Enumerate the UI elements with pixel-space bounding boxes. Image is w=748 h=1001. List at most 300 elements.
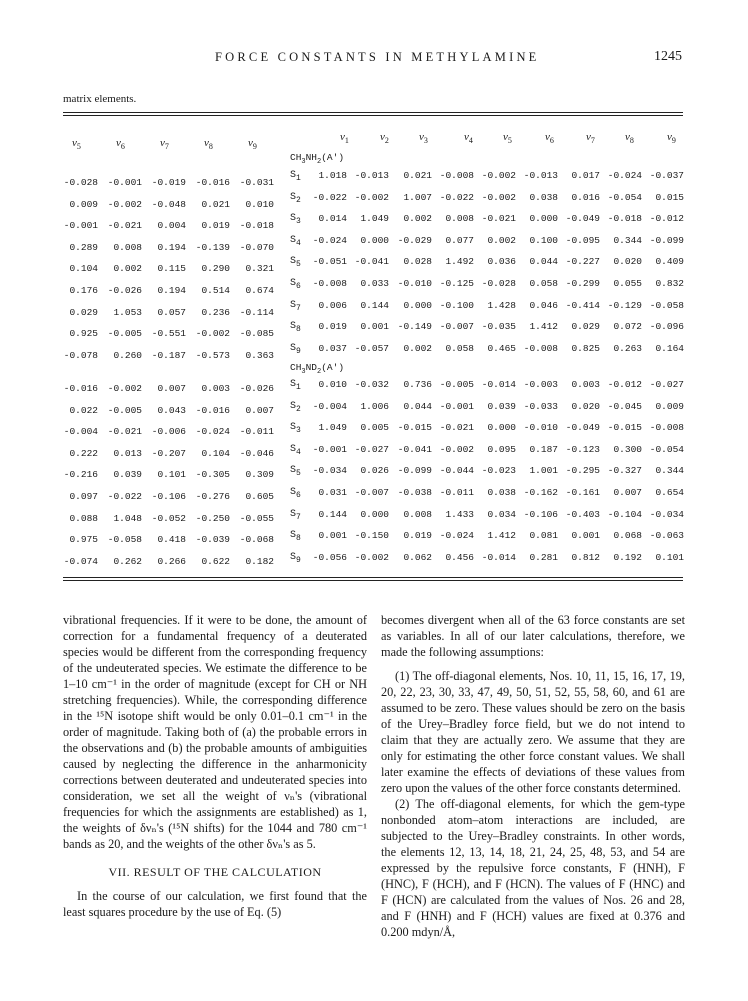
right-text-column bbox=[381, 612, 685, 940]
table-cell: -0.162 bbox=[523, 487, 558, 498]
table-cell: -0.018 bbox=[239, 220, 274, 232]
table-cell: 0.013 bbox=[113, 447, 142, 459]
table-cell: 0.044 bbox=[529, 256, 558, 268]
table-cell: 0.044 bbox=[403, 400, 432, 412]
table-cell: 0.736 bbox=[403, 379, 432, 390]
table-cell: -0.021 bbox=[107, 220, 142, 232]
table-cell: -0.573 bbox=[195, 349, 230, 361]
table-cell: 0.418 bbox=[157, 534, 186, 546]
table-cell: -0.021 bbox=[481, 213, 516, 225]
table-cell: 0.344 bbox=[655, 465, 684, 477]
table-cell: -0.052 bbox=[151, 512, 186, 524]
table-cell: 0.036 bbox=[487, 256, 516, 268]
table-cell: 0.812 bbox=[571, 551, 600, 563]
table-cell: -0.046 bbox=[239, 447, 274, 459]
row-label-s1: $S_1$ bbox=[290, 170, 301, 183]
table-cell: -0.276 bbox=[195, 491, 230, 502]
paragraph: (2) The off-diagonal elements, for which the gem-type nonbonded atom–atom interactions are included, are subjected to the Urey–Bradley constraints. In other words, the elements 12, 13, 14, 18, 21, 24, 25, 48, 53, and 54 are expressed by the repulsive force constants, F (HNH), F (HNC), F (HCH), and F (HCN). The values of F (HNC) and F (HCN) are calculated from the values of Nos. 26 and 28, and F (HNH) and F (HCH) values are fixed at 0.376 and 0.200 mdyn/Å, bbox=[381, 797, 685, 939]
table-cell: -0.049 bbox=[565, 422, 600, 434]
table-cell: -0.021 bbox=[107, 426, 142, 438]
table-cell: 0.622 bbox=[201, 555, 230, 567]
table-cell: 0.674 bbox=[245, 285, 274, 296]
table-cell: 0.043 bbox=[157, 404, 186, 416]
column-header-ν7: $\nu_7$ bbox=[160, 137, 169, 152]
table-cell: -0.037 bbox=[649, 170, 684, 181]
table-cell: 0.009 bbox=[655, 400, 684, 412]
row-label-s6: $S_6$ bbox=[290, 278, 301, 291]
table-cell: 0.015 bbox=[655, 191, 684, 203]
table-cell: -0.123 bbox=[565, 443, 600, 455]
row-label-s7: $S_7$ bbox=[290, 299, 301, 313]
table-cell: 0.144 bbox=[318, 508, 347, 520]
table-cell: -0.063 bbox=[649, 530, 684, 542]
table-cell: 0.057 bbox=[157, 306, 186, 318]
table-cell: 0.465 bbox=[487, 342, 516, 354]
table-cell: -0.012 bbox=[607, 379, 642, 390]
table-cell: 0.825 bbox=[571, 342, 600, 354]
row-label-s2: $S_2$ bbox=[290, 400, 301, 414]
table-cell: 0.289 bbox=[69, 241, 98, 253]
table-cell: 0.037 bbox=[318, 342, 347, 354]
column-header-ν4: $\nu_4$ bbox=[464, 131, 473, 146]
table-cell: 0.008 bbox=[403, 508, 432, 520]
table-cell: 1.412 bbox=[487, 530, 516, 542]
table-cell: -0.051 bbox=[312, 256, 347, 268]
row-label-s6: $S_6$ bbox=[290, 487, 301, 500]
table-cell: -0.013 bbox=[523, 170, 558, 181]
paragraph: (1) The off-diagonal elements, Nos. 10, 11, 15, 16, 17, 19, 20, 22, 23, 30, 33, 47, 49, 50, 51, 52, 55, 58, 60, and 61 are assumed to be zero. These values should be zero on the basis of the Urey–Bradley force field, but we do not intend to claim that they are actually zero. We assume that they are only for estimating the other force constant values. We shall later examine the effects of deviations of these values from zero upon the values of the other force constants determined. bbox=[381, 669, 685, 795]
page-number: 1245 bbox=[654, 49, 682, 64]
table-cell: -0.024 bbox=[439, 530, 474, 542]
table-cell: -0.033 bbox=[523, 400, 558, 412]
row-label-s4: $S_4$ bbox=[290, 443, 301, 457]
table-cell: -0.003 bbox=[523, 379, 558, 390]
column-header-ν2: $\nu_2$ bbox=[380, 131, 389, 146]
table-cell: -0.161 bbox=[565, 487, 600, 498]
table-cell: -0.002 bbox=[354, 191, 389, 203]
table-cell: -0.039 bbox=[195, 534, 230, 546]
table-cell: -0.008 bbox=[523, 342, 558, 354]
table-cell: -0.414 bbox=[565, 299, 600, 311]
top-rule-2 bbox=[63, 115, 683, 116]
table-cell: 0.002 bbox=[113, 263, 142, 275]
table-cell: 0.029 bbox=[571, 321, 600, 333]
table-cell: 0.077 bbox=[445, 234, 474, 246]
species-label: $CH_3ND_2(A')$ bbox=[290, 362, 345, 376]
table-cell: -0.015 bbox=[607, 422, 642, 434]
table-cell: 0.514 bbox=[201, 285, 230, 296]
table-cell: 0.194 bbox=[157, 285, 186, 296]
table-cell: 0.028 bbox=[403, 256, 432, 268]
table-cell: 1.049 bbox=[360, 213, 389, 225]
table-cell: 0.006 bbox=[318, 299, 347, 311]
table-cell: -0.078 bbox=[63, 349, 98, 361]
table-cell: -0.216 bbox=[63, 469, 98, 481]
table-cell: -0.139 bbox=[195, 241, 230, 253]
table-cell: -0.114 bbox=[239, 306, 274, 318]
table-cell: -0.045 bbox=[607, 400, 642, 412]
table-cell: -0.007 bbox=[439, 321, 474, 333]
table-cell: 0.010 bbox=[245, 198, 274, 210]
table-cell: 0.062 bbox=[403, 551, 432, 563]
table-cell: 0.002 bbox=[403, 213, 432, 225]
table-cell: 0.095 bbox=[487, 443, 516, 455]
row-label-s8: $S_8$ bbox=[290, 321, 301, 335]
table-cell: -0.058 bbox=[649, 299, 684, 311]
table-cell: 0.003 bbox=[201, 383, 230, 394]
table-cell: -0.125 bbox=[439, 278, 474, 289]
table-cell: 0.605 bbox=[245, 491, 274, 502]
paragraph: becomes divergent when all of the 63 force constants are set as variables. In all of our later calculations, therefore, we made the following assumptions: bbox=[381, 613, 685, 659]
table-cell: 1.412 bbox=[529, 321, 558, 333]
table-cell: -0.058 bbox=[107, 534, 142, 546]
table-cell: 0.010 bbox=[318, 379, 347, 390]
row-label-s8: $S_8$ bbox=[290, 530, 301, 544]
table-caption-continuation: matrix elements. bbox=[63, 93, 137, 105]
column-header-ν8: $\nu_8$ bbox=[204, 137, 213, 152]
table-cell: -0.027 bbox=[649, 379, 684, 390]
table-cell: 0.020 bbox=[571, 400, 600, 412]
column-header-ν7: $\nu_7$ bbox=[586, 131, 595, 146]
table-cell: 0.004 bbox=[157, 220, 186, 232]
table-cell: -0.055 bbox=[239, 512, 274, 524]
table-cell: -0.023 bbox=[481, 465, 516, 477]
column-header-ν5: $\nu_5$ bbox=[72, 137, 81, 152]
table-cell: -0.006 bbox=[151, 426, 186, 438]
table-cell: -0.099 bbox=[649, 234, 684, 246]
table-cell: -0.001 bbox=[107, 177, 142, 188]
table-cell: -0.104 bbox=[607, 508, 642, 520]
paragraph: In the course of our calculation, we first found that the least squares procedure by the use of Eq. (5) bbox=[63, 889, 367, 919]
table-cell: 0.000 bbox=[487, 422, 516, 434]
table-cell: -0.068 bbox=[239, 534, 274, 546]
column-header-ν5: $\nu_5$ bbox=[503, 131, 512, 146]
table-cell: 1.433 bbox=[445, 508, 474, 520]
table-cell: 0.260 bbox=[113, 349, 142, 361]
table-cell: 0.007 bbox=[245, 404, 274, 416]
table-cell: 0.088 bbox=[69, 512, 98, 524]
table-cell: -0.026 bbox=[239, 383, 274, 394]
table-cell: -0.041 bbox=[397, 443, 432, 455]
section-heading: VII. RESULT OF THE CALCULATION bbox=[108, 865, 322, 879]
table-cell: -0.031 bbox=[239, 177, 274, 188]
table-cell: -0.106 bbox=[523, 508, 558, 520]
table-cell: 0.039 bbox=[113, 469, 142, 481]
table-cell: -0.001 bbox=[63, 220, 98, 232]
table-cell: 0.033 bbox=[360, 278, 389, 289]
table-cell: 0.164 bbox=[655, 342, 684, 354]
table-cell: 0.038 bbox=[487, 487, 516, 498]
row-label-s2: $S_2$ bbox=[290, 191, 301, 205]
table-cell: -0.004 bbox=[63, 426, 98, 438]
table-cell: -0.016 bbox=[63, 383, 98, 394]
row-label-s9: $S_9$ bbox=[290, 551, 301, 565]
table-cell: -0.056 bbox=[312, 551, 347, 563]
table-cell: 0.654 bbox=[655, 487, 684, 498]
table-cell: 0.055 bbox=[613, 278, 642, 289]
table-cell: 0.100 bbox=[529, 234, 558, 246]
column-header-ν6: $\nu_6$ bbox=[116, 137, 125, 152]
table-cell: -0.070 bbox=[239, 241, 274, 253]
table-cell: 1.048 bbox=[113, 512, 142, 524]
table-cell: 1.018 bbox=[318, 170, 347, 181]
table-cell: -0.004 bbox=[312, 400, 347, 412]
table-cell: -0.011 bbox=[239, 426, 274, 438]
table-cell: -0.074 bbox=[63, 555, 98, 567]
table-cell: -0.403 bbox=[565, 508, 600, 520]
table-cell: -0.007 bbox=[354, 487, 389, 498]
table-cell: 0.009 bbox=[69, 198, 98, 210]
table-cell: -0.002 bbox=[107, 198, 142, 210]
row-label-s5: $S_5$ bbox=[290, 465, 301, 479]
table-cell: -0.002 bbox=[481, 170, 516, 181]
table-cell: 0.321 bbox=[245, 263, 274, 275]
table-cell: 0.031 bbox=[318, 487, 347, 498]
table-cell: 1.006 bbox=[360, 400, 389, 412]
table-cell: -0.024 bbox=[312, 234, 347, 246]
table-cell: 0.290 bbox=[201, 263, 230, 275]
table-cell: 0.014 bbox=[318, 213, 347, 225]
table-cell: 0.176 bbox=[69, 285, 98, 296]
table-cell: -0.032 bbox=[354, 379, 389, 390]
table-cell: 0.008 bbox=[113, 241, 142, 253]
table-cell: 0.026 bbox=[360, 465, 389, 477]
row-label-s3: $S_3$ bbox=[290, 213, 301, 227]
table-cell: -0.005 bbox=[107, 328, 142, 340]
table-cell: 0.187 bbox=[529, 443, 558, 455]
table-cell: 0.019 bbox=[318, 321, 347, 333]
table-cell: -0.250 bbox=[195, 512, 230, 524]
table-cell: -0.048 bbox=[151, 198, 186, 210]
column-header-ν1: $\nu_1$ bbox=[340, 131, 349, 146]
table-cell: -0.027 bbox=[354, 443, 389, 455]
table-cell: 0.832 bbox=[655, 278, 684, 289]
table-cell: 0.192 bbox=[613, 551, 642, 563]
table-cell: 0.222 bbox=[69, 447, 98, 459]
table-cell: 1.492 bbox=[445, 256, 474, 268]
table-cell: -0.010 bbox=[523, 422, 558, 434]
table-cell: -0.227 bbox=[565, 256, 600, 268]
table-cell: 0.021 bbox=[403, 170, 432, 181]
table-cell: -0.096 bbox=[649, 321, 684, 333]
table-cell: 0.058 bbox=[529, 278, 558, 289]
table-cell: 0.300 bbox=[613, 443, 642, 455]
table-cell: 0.194 bbox=[157, 241, 186, 253]
table-cell: 0.039 bbox=[487, 400, 516, 412]
table-cell: 0.262 bbox=[113, 555, 142, 567]
table-cell: -0.018 bbox=[607, 213, 642, 225]
column-header-ν3: $\nu_3$ bbox=[419, 131, 428, 146]
row-label-s4: $S_4$ bbox=[290, 234, 301, 248]
table-cell: 0.097 bbox=[69, 491, 98, 502]
table-cell: 0.022 bbox=[69, 404, 98, 416]
table-cell: 0.016 bbox=[571, 191, 600, 203]
left-text-column bbox=[63, 612, 367, 920]
table-cell: -0.038 bbox=[397, 487, 432, 498]
table-cell: -0.002 bbox=[354, 551, 389, 563]
table-cell: -0.022 bbox=[439, 191, 474, 203]
table-cell: 0.000 bbox=[529, 213, 558, 225]
paragraph: vibrational frequencies. If it were to be done, the amount of correction for a fundamental frequency of a deuterated species would be different from the corresponding frequency of the undeuterated species. We estimate the difference to be 1–10 cm⁻¹ in the order of magnitude (except for CH or NH stretching frequencies). While, the corresponding difference in the ¹⁵N isotope shift would be only 0.01–0.1 cm⁻¹ in the order of magnitude. Taking both of (a) the probable errors in the observations and (b) the probable amounts of ambiguities caused by neglecting the difference in the anharmonicity corrections between deuterated and undeuterated species into consideration, we set all the weight of νₙ's (vibrational frequencies for which the assignments are established) as 1, the weights of δνₙ's (¹⁵N shifts) for the 1044 and 780 cm⁻¹ bands as 20, and the weights of the other δνₙ's as 5. bbox=[63, 613, 367, 851]
column-header-ν9: $\nu_9$ bbox=[667, 131, 676, 146]
table-cell: -0.299 bbox=[565, 278, 600, 289]
table-cell: 0.021 bbox=[201, 198, 230, 210]
row-label-s5: $S_5$ bbox=[290, 256, 301, 270]
table-cell: 0.019 bbox=[201, 220, 230, 232]
table-cell: 0.266 bbox=[157, 555, 186, 567]
table-cell: -0.327 bbox=[607, 465, 642, 477]
table-cell: -0.034 bbox=[649, 508, 684, 520]
table-cell: 0.005 bbox=[360, 422, 389, 434]
table-cell: -0.008 bbox=[439, 170, 474, 181]
table-cell: 0.363 bbox=[245, 349, 274, 361]
table-cell: -0.005 bbox=[107, 404, 142, 416]
table-cell: -0.014 bbox=[481, 551, 516, 563]
table-cell: 0.072 bbox=[613, 321, 642, 333]
column-header-ν8: $\nu_8$ bbox=[625, 131, 634, 146]
table-cell: 0.104 bbox=[201, 447, 230, 459]
table-cell: 1.001 bbox=[529, 465, 558, 477]
table-cell: -0.008 bbox=[649, 422, 684, 434]
table-cell: -0.016 bbox=[195, 404, 230, 416]
table-cell: -0.002 bbox=[107, 383, 142, 394]
table-cell: 0.019 bbox=[403, 530, 432, 542]
table-cell: -0.029 bbox=[397, 234, 432, 246]
table-cell: 0.344 bbox=[613, 234, 642, 246]
page-header bbox=[0, 50, 748, 70]
row-label-s1: $S_1$ bbox=[290, 379, 301, 392]
table-cell: -0.021 bbox=[439, 422, 474, 434]
table-cell: -0.100 bbox=[439, 299, 474, 311]
table-cell: -0.028 bbox=[63, 177, 98, 188]
table-cell: -0.002 bbox=[439, 443, 474, 455]
table-cell: -0.001 bbox=[439, 400, 474, 412]
table-cell: 0.081 bbox=[529, 530, 558, 542]
table-cell: 0.236 bbox=[201, 306, 230, 318]
bottom-rule-2 bbox=[63, 580, 683, 581]
table-cell: 0.007 bbox=[157, 383, 186, 394]
table-cell: 0.000 bbox=[403, 299, 432, 311]
table-cell: 0.068 bbox=[613, 530, 642, 542]
table-cell: -0.014 bbox=[481, 379, 516, 390]
table-cell: -0.041 bbox=[354, 256, 389, 268]
table-cell: 0.182 bbox=[245, 555, 274, 567]
table-cell: 0.002 bbox=[487, 234, 516, 246]
table-cell: -0.015 bbox=[397, 422, 432, 434]
column-header-ν6: $\nu_6$ bbox=[545, 131, 554, 146]
table-cell: -0.295 bbox=[565, 465, 600, 477]
table-cell: 1.428 bbox=[487, 299, 516, 311]
species-label: $CH_3NH_2(A')$ bbox=[290, 152, 345, 166]
table-cell: 0.456 bbox=[445, 551, 474, 563]
table-cell: 1.007 bbox=[403, 191, 432, 203]
table-cell: 0.115 bbox=[157, 263, 186, 275]
table-cell: -0.057 bbox=[354, 342, 389, 354]
table-cell: 0.001 bbox=[318, 530, 347, 542]
table-cell: -0.012 bbox=[649, 213, 684, 225]
table-cell: 0.101 bbox=[157, 469, 186, 481]
table-cell: -0.095 bbox=[565, 234, 600, 246]
table-cell: -0.026 bbox=[107, 285, 142, 296]
table-cell: 0.046 bbox=[529, 299, 558, 311]
table-cell: -0.028 bbox=[481, 278, 516, 289]
table-cell: 0.104 bbox=[69, 263, 98, 275]
table-cell: -0.085 bbox=[239, 328, 274, 340]
bottom-rule-1 bbox=[63, 577, 683, 578]
row-label-s7: $S_7$ bbox=[290, 508, 301, 522]
table-cell: -0.024 bbox=[195, 426, 230, 438]
row-label-s9: $S_9$ bbox=[290, 342, 301, 356]
table-cell: 0.017 bbox=[571, 170, 600, 181]
table-cell: 0.409 bbox=[655, 256, 684, 268]
table-cell: 0.309 bbox=[245, 469, 274, 481]
table-cell: 0.007 bbox=[613, 487, 642, 498]
table-cell: 0.001 bbox=[571, 530, 600, 542]
table-cell: -0.005 bbox=[439, 379, 474, 390]
running-title: FORCE CONSTANTS IN METHYLAMINE bbox=[215, 50, 540, 64]
table-cell: 0.038 bbox=[529, 191, 558, 203]
table-cell: -0.207 bbox=[151, 447, 186, 459]
table-cell: -0.022 bbox=[107, 491, 142, 502]
table-cell: 0.000 bbox=[360, 508, 389, 520]
table-cell: 1.053 bbox=[113, 306, 142, 318]
table-cell: -0.054 bbox=[649, 443, 684, 455]
table-cell: -0.049 bbox=[565, 213, 600, 225]
table-cell: -0.150 bbox=[354, 530, 389, 542]
table-cell: -0.106 bbox=[151, 491, 186, 502]
row-label-s3: $S_3$ bbox=[290, 422, 301, 436]
table-cell: 0.003 bbox=[571, 379, 600, 390]
table-cell: -0.002 bbox=[195, 328, 230, 340]
table-cell: -0.044 bbox=[439, 465, 474, 477]
table-cell: 0.002 bbox=[403, 342, 432, 354]
table-cell: 0.144 bbox=[360, 299, 389, 311]
table-cell: -0.013 bbox=[354, 170, 389, 181]
table-cell: -0.002 bbox=[481, 191, 516, 203]
table-cell: 0.029 bbox=[69, 306, 98, 318]
table-cell: -0.187 bbox=[151, 349, 186, 361]
table-cell: 1.049 bbox=[318, 422, 347, 434]
table-cell: 0.000 bbox=[360, 234, 389, 246]
top-rule-1 bbox=[63, 112, 683, 113]
table-cell: 0.058 bbox=[445, 342, 474, 354]
table-cell: -0.016 bbox=[195, 177, 230, 188]
column-header-ν9: $\nu_9$ bbox=[248, 137, 257, 152]
table-cell: -0.099 bbox=[397, 465, 432, 477]
table-cell: -0.305 bbox=[195, 469, 230, 481]
table-cell: 0.034 bbox=[487, 508, 516, 520]
table-cell: -0.054 bbox=[607, 191, 642, 203]
table-cell: 0.101 bbox=[655, 551, 684, 563]
table-cell: -0.008 bbox=[312, 278, 347, 289]
table-cell: -0.010 bbox=[397, 278, 432, 289]
table-cell: 0.020 bbox=[613, 256, 642, 268]
table-cell: 0.008 bbox=[445, 213, 474, 225]
table-cell: -0.011 bbox=[439, 487, 474, 498]
table-cell: -0.551 bbox=[151, 328, 186, 340]
table-cell: -0.022 bbox=[312, 191, 347, 203]
table-cell: 0.281 bbox=[529, 551, 558, 563]
table-cell: -0.001 bbox=[312, 443, 347, 455]
table-cell: 0.925 bbox=[69, 328, 98, 340]
table-cell: -0.024 bbox=[607, 170, 642, 181]
table-cell: 0.263 bbox=[613, 342, 642, 354]
table-cell: -0.034 bbox=[312, 465, 347, 477]
table-cell: -0.035 bbox=[481, 321, 516, 333]
table-cell: -0.129 bbox=[607, 299, 642, 311]
table-cell: -0.019 bbox=[151, 177, 186, 188]
table-cell: -0.149 bbox=[397, 321, 432, 333]
